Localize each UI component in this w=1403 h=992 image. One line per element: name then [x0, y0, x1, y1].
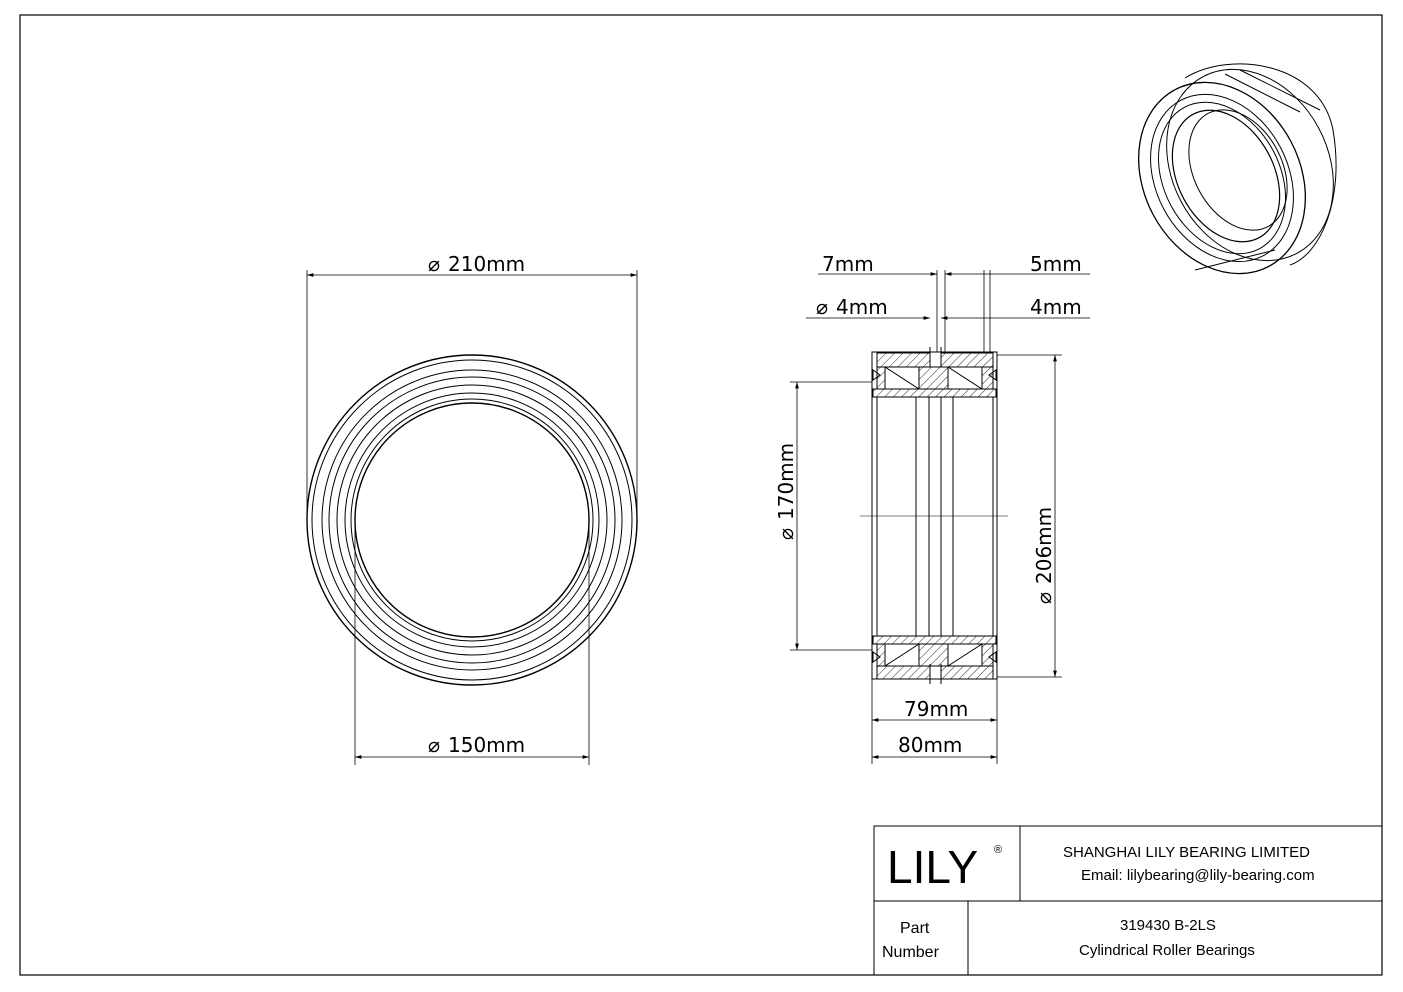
inner-ring-bore — [355, 403, 589, 637]
dim-170-label-group — [774, 443, 798, 540]
outer-ring-bore — [322, 370, 622, 670]
isometric-view — [1106, 40, 1366, 303]
outer-ring-chamfer — [312, 360, 632, 680]
inner-ring-outer-edge — [345, 393, 599, 647]
iso-front-outer — [1106, 53, 1338, 303]
bore-diameter-label: 150mm — [448, 733, 526, 757]
company-email: Email: lilybearing@lily-bearing.com — [1081, 867, 1315, 884]
outer-ring-bottom-left — [877, 666, 930, 679]
part-number: 319430 B-2LS — [1120, 917, 1216, 934]
outer-ring-outer-edge — [307, 355, 637, 685]
dim-5mm-label: 5mm — [1030, 252, 1082, 276]
section-outline — [872, 352, 997, 679]
dim-79-label: 79mm — [904, 697, 969, 721]
inner-ring-top-right — [982, 367, 993, 389]
inner-ring-bottom-mid — [919, 644, 948, 666]
section-view — [860, 347, 1008, 684]
dim-hole-label: 4mm — [836, 295, 888, 319]
dim-206-label-group — [1032, 507, 1056, 604]
outer-ring-top-right — [941, 353, 993, 367]
inner-ring-chamfer — [351, 399, 593, 641]
diameter-symbol: ⌀ — [816, 295, 829, 319]
outer-ring-top-left — [877, 353, 930, 367]
seal-outer-edge — [329, 377, 615, 663]
inner-ring-top-mid — [919, 367, 948, 389]
diameter-symbol: ⌀ — [428, 252, 441, 276]
diameter-symbol: ⌀ — [428, 733, 441, 757]
outer-ring-bottom-right — [941, 666, 993, 679]
part-label-line1: Part — [900, 920, 930, 937]
front-view — [307, 355, 637, 685]
diameter-symbol: ⌀ — [1032, 591, 1056, 604]
iso-front-seal — [1122, 69, 1321, 286]
dim-170-label: 170mm — [774, 442, 798, 520]
inner-ring-bottom-left — [877, 644, 885, 666]
seal-inner-edge — [337, 385, 607, 655]
registered-mark: ® — [994, 844, 1003, 856]
sheet-border — [20, 15, 1382, 975]
outer-diameter-label: 210mm — [448, 252, 526, 276]
iso-front-bore — [1151, 92, 1301, 261]
part-type: Cylindrical Roller Bearings — [1079, 942, 1255, 959]
diameter-symbol: ⌀ — [774, 527, 798, 540]
dim-7mm-label: 7mm — [822, 252, 874, 276]
company-logo: LILY — [887, 841, 979, 893]
dim-4mm-label: 4mm — [1030, 295, 1082, 319]
part-label-line2: Number — [882, 944, 939, 961]
dim-80-label: 80mm — [898, 733, 963, 757]
company-name: SHANGHAI LILY BEARING LIMITED — [1063, 844, 1311, 861]
dim-206-label: 206mm — [1032, 506, 1056, 584]
front-view-dimensions — [307, 270, 637, 765]
inner-ring-top-left — [877, 367, 885, 389]
